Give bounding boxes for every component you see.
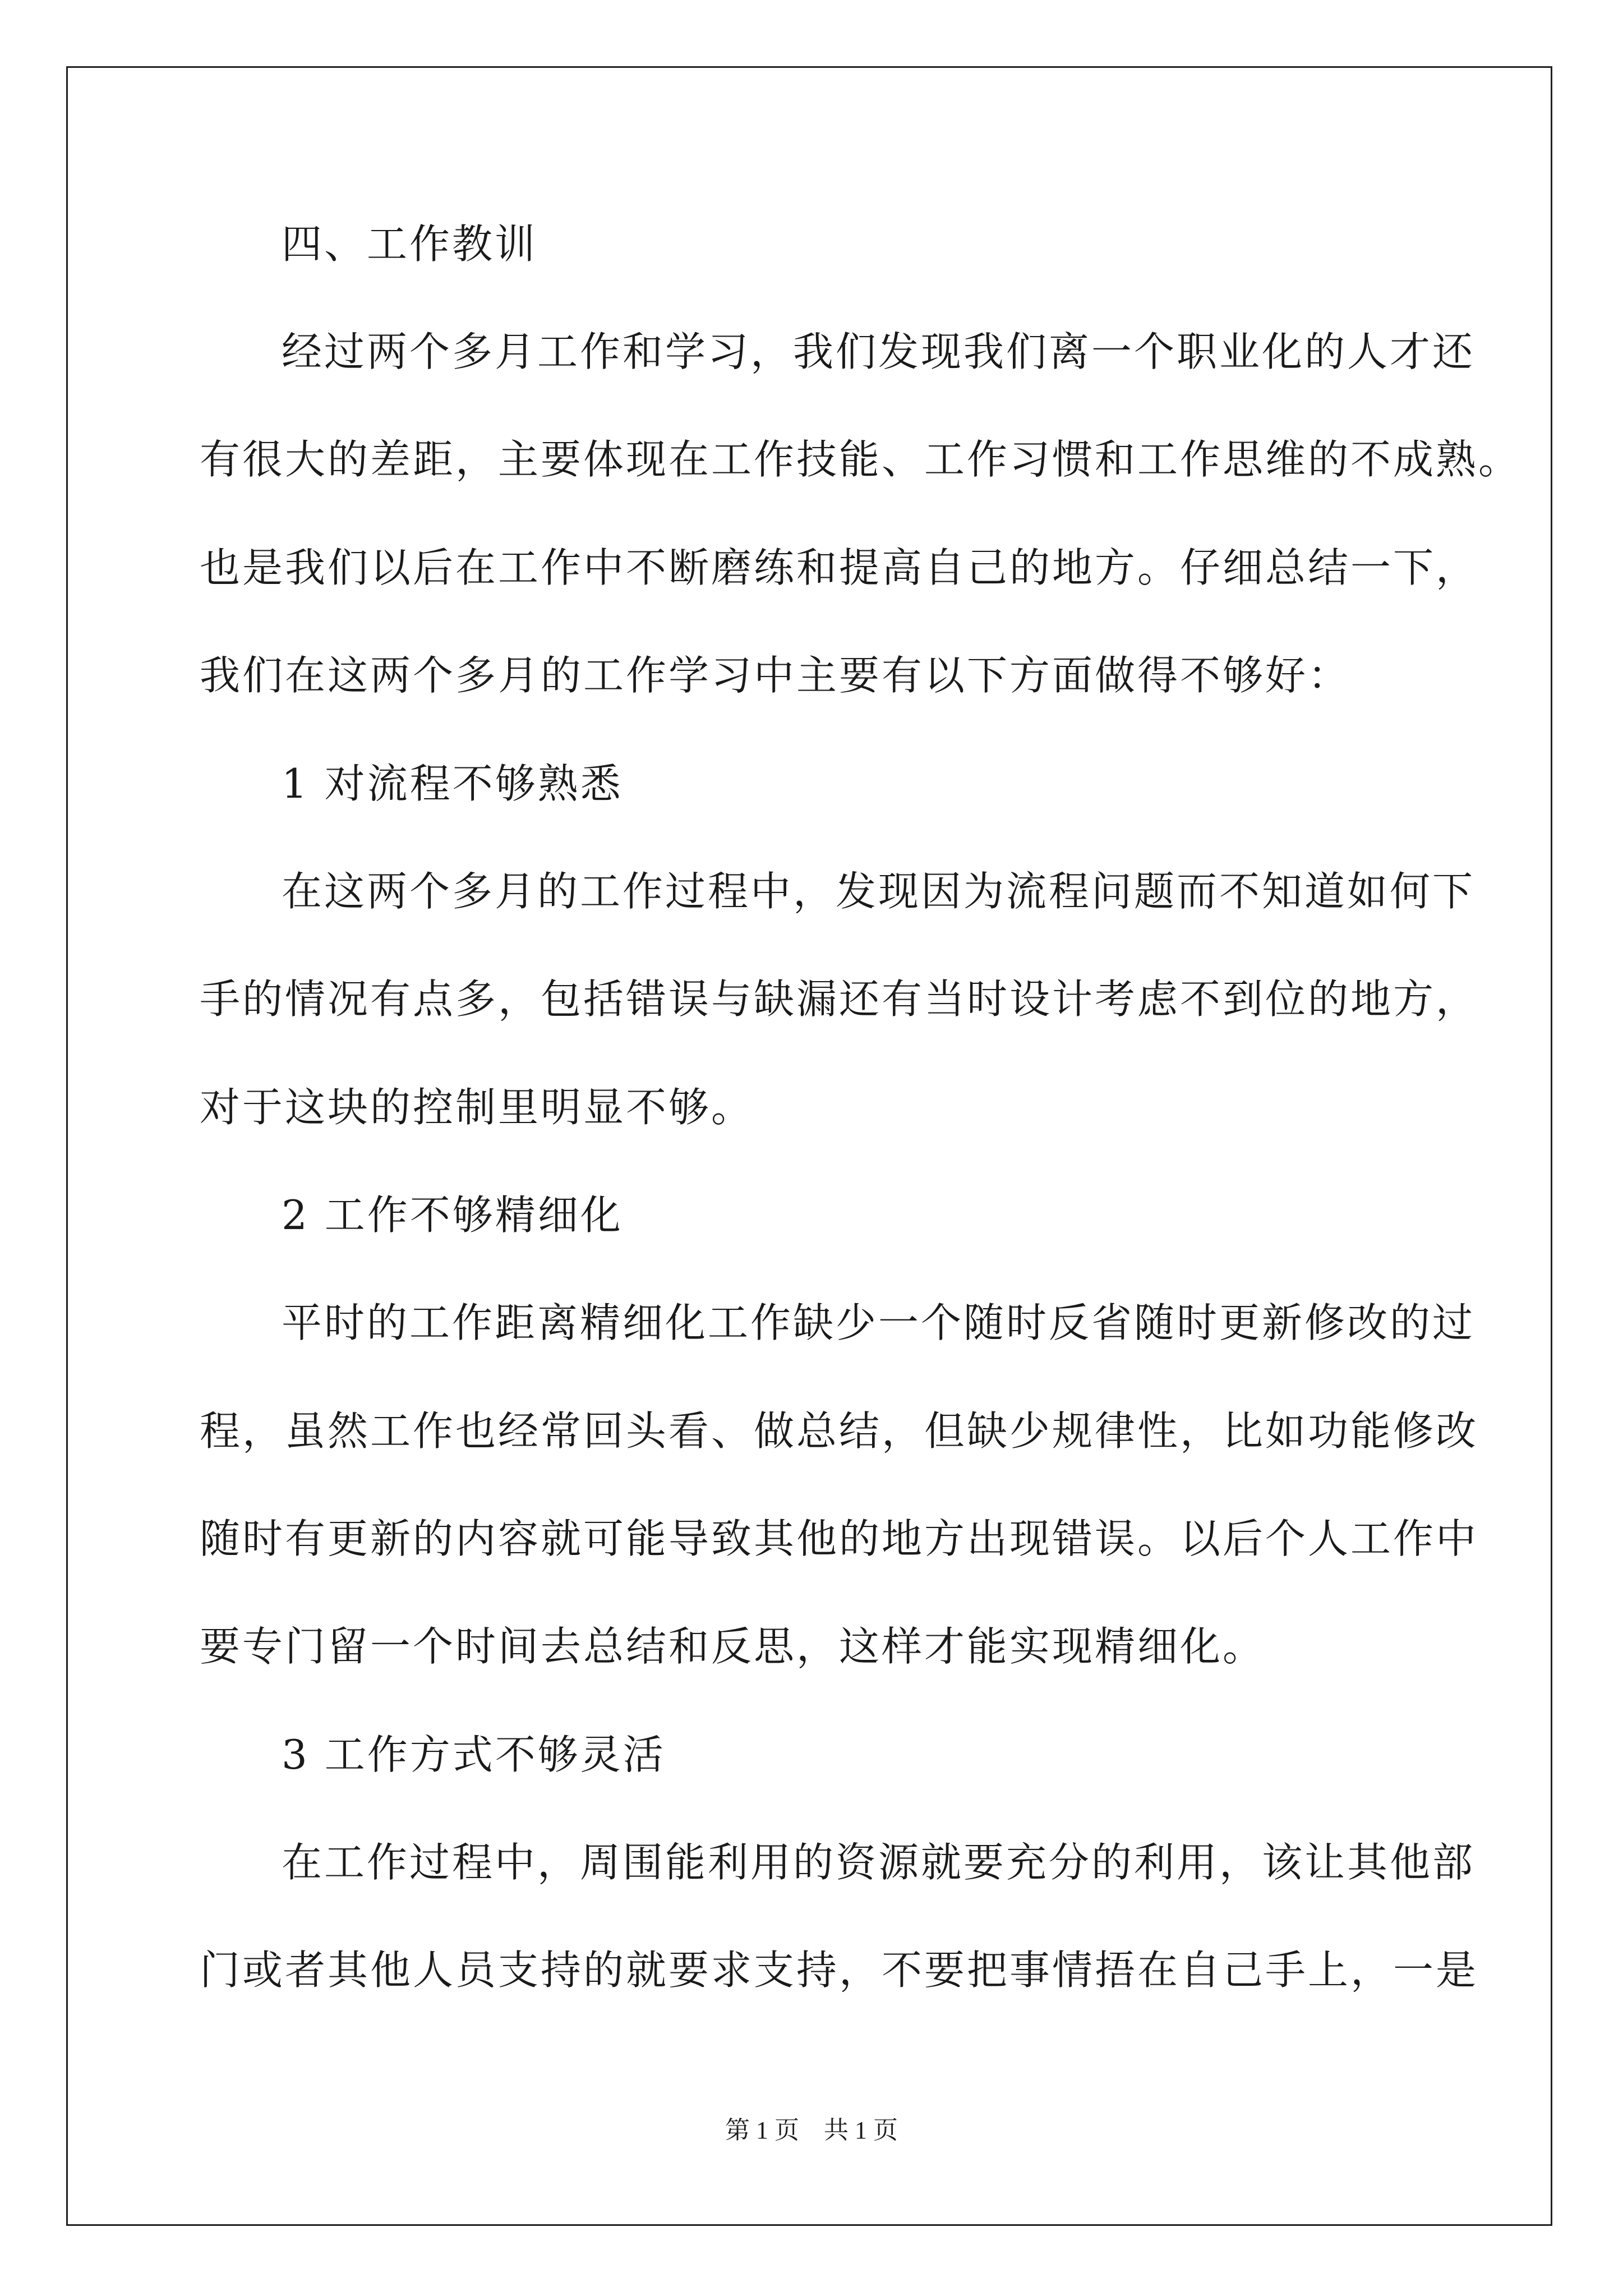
page-number-label: 第 1 页 共 1 页	[725, 2116, 898, 2144]
paragraph-line: 要专门留一个时间去总结和反思，这样才能实现精细化。	[200, 1623, 1266, 1670]
paragraph-line: 有很大的差距，主要体现在工作技能、工作习惯和工作思维的不成熟。	[200, 436, 1521, 483]
paragraph-line: 平时的工作距离精细化工作缺少一个随时反省随时更新修改的过	[282, 1299, 1476, 1346]
subheading: 2 工作不够精细化	[282, 1191, 623, 1239]
paragraph-line: 随时有更新的内容就可能导致其他的地方出现错误。以后个人工作中	[200, 1515, 1479, 1562]
paragraph-line: 经过两个多月工作和学习，我们发现我们离一个职业化的人才还	[282, 328, 1476, 375]
page-footer	[0, 2114, 1623, 2147]
section-heading: 四、工作教训	[282, 220, 538, 268]
paragraph-line: 程，虽然工作也经常回头看、做总结，但缺少规律性，比如功能修改	[200, 1407, 1479, 1455]
paragraph-line: 也是我们以后在工作中不断磨练和提高自己的地方。仔细总结一下，	[200, 544, 1479, 591]
paragraph-line: 我们在这两个多月的工作学习中主要有以下方面做得不够好：	[200, 652, 1351, 699]
paragraph-line: 在工作过程中，周围能利用的资源就要充分的利用，该让其他部	[282, 1839, 1476, 1886]
paragraph-line: 手的情况有点多，包括错误与缺漏还有当时设计考虑不到位的地方，	[200, 976, 1479, 1023]
subheading: 1 对流程不够熟悉	[282, 760, 623, 807]
subheading: 3 工作方式不够灵活	[282, 1731, 666, 1778]
paragraph-line: 在这两个多月的工作过程中，发现因为流程问题而不知道如何下	[282, 868, 1476, 915]
paragraph-line: 对于这块的控制里明显不够。	[200, 1084, 754, 1131]
paragraph-line: 门或者其他人员支持的就要求支持，不要把事情捂在自己手上，一是	[200, 1947, 1479, 1994]
page-border	[66, 66, 1552, 2226]
